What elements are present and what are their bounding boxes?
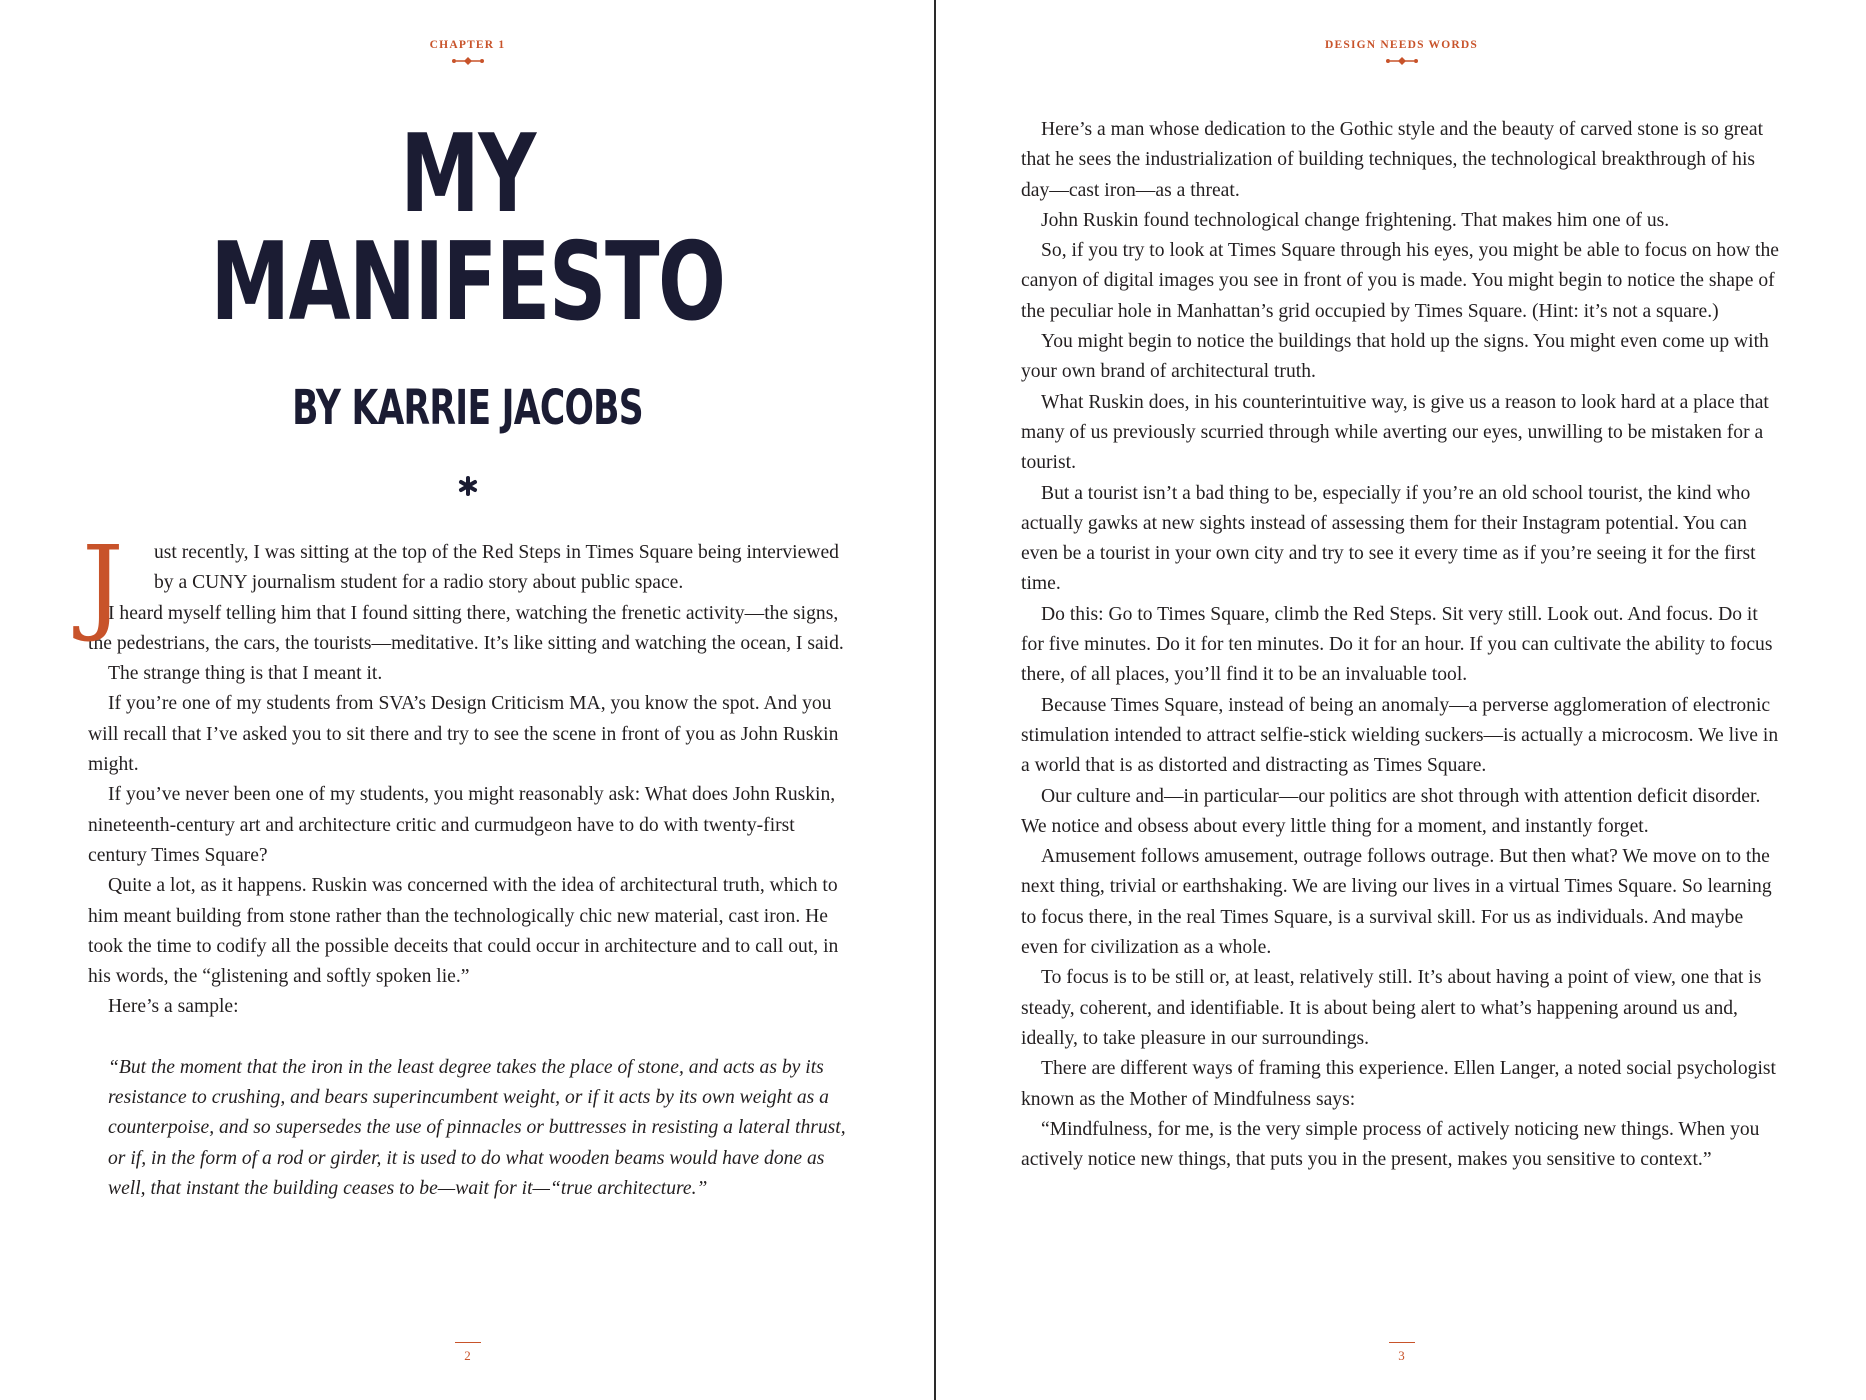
left-body-text [82,523,848,1204]
body-paragraph: Do this: Go to Times Square, climb the Red Steps. Sit very still. Look out. And focus. Do it for five minutes. Do it for ten minutes. Do it for an hour. If you can cultivate the ability to focus there, of all places, you’ll find it to be an invaluable tool. [1021,603,1773,686]
body-paragraph: Here’s a sample: [108,996,239,1018]
body-paragraph: Because Times Square, instead of being an anomaly—a perverse agglomeration of electronic stimulation intended to attract selfie-stick wielding suckers—is actually a microcosm. We live in a world that is as distorted and distracting as Times Square. [1021,694,1779,777]
page-number: 3 [1398,1348,1405,1363]
body-paragraph: To focus is to be still or, at least, relatively still. It’s about having a point of view, one that is steady, coherent, and identifiable. It is about being alert to what’s happening around us and, ideally, to take pleasure in our surroundings. [1021,967,1762,1049]
running-head-chapter: CHAPTER 1 [429,39,506,51]
body-paragraph: But a tourist isn’t a bad thing to be, especially if you’re an old school tourist, the kind who actually gawks at new sights instead of assessing them for their Instagram potential. You can even be a tourist in your own city and try to see it every time as if you’re seeing it for the first time. [1021,482,1756,595]
body-paragraph: So, if you try to look at Times Square through his eyes, you might be able to focus on how the canyon of digital images you see in front of you is made. You might begin to notice the shape of the peculiar hole in Manhattan’s grid occupied by Times Square. (Hint: it’s not a square.) [1021,240,1779,322]
chapter-title-line-2: MANIFESTO [210,220,725,345]
lead-paragraph-text: ust recently, I was sitting at the top of the Red Steps in Times Square being interviewed by a CUNY journalism student for a radio story about public space. [154,542,839,594]
drop-cap: J [82,523,124,645]
body-paragraph: Quite a lot, as it happens. Ruskin was concerned with the idea of architectural truth, which to him meant building from stone rather than the technologically chic new material, cast iron. He took the time to codify all the possible deceits that could occur in architecture and to call out, in his words, the “glistening and softly spoken lie.” [88,875,839,988]
page-number-rule [1389,1342,1415,1343]
body-paragraph: “Mindfulness, for me, is the very simple process of actively noticing new things. When you actively notice new things, that puts you in the present, makes you sensitive to context.” [1021,1118,1760,1171]
ornament-icon [937,56,1866,66]
body-paragraph: Here’s a man whose dedication to the Gothic style and the beauty of carved stone is so great that he sees the industrialization of building techniques, the technological breakthrough of his day—cast iron—as a threat. [1021,119,1764,201]
block-quote: “But the moment that the iron in the least degree takes the place of stone, and acts as by its resistance to crushing, and bears superincumbent weight, or if it acts by its own weight as a counterpoise, and so supersedes the use of pinnacles or buttresses in resisting a lateral thrust, or if, in the form of a rod or girder, it is used to do what wooden beams would have done as well, that instant the building ceases to be—wait for it—“true architecture.” [108,1056,846,1199]
page-number-rule [455,1342,481,1343]
page-number: 2 [464,1348,471,1363]
body-paragraph: If you’re one of my students from SVA’s Design Criticism MA, you know the spot. And you will recall that I’ve asked you to sit there and try to see the scene in front of you as John Ruskin might. [88,693,839,776]
body-paragraph: Amusement follows amusement, outrage follows outrage. But then what? We move on to the next thing, trivial or earthshaking. We are living our lives in a virtual Times Square. So learning to focus there, in the real Times Square, is a survival skill. For us as individuals. And maybe even for civilization as a whole. [1021,846,1772,959]
body-paragraph: What Ruskin does, in his counterintuitive way, is give us a reason to look hard at a place that many of us previously scurried through while averting our eyes, unwilling to be mistaken for a tourist. [1021,391,1769,474]
body-paragraph: There are different ways of framing this experience. Ellen Langer, a noted social psychologist known as the Mother of Mindfulness says: [1021,1058,1776,1110]
chapter-title-line-1: MY [400,112,535,237]
body-paragraph: The strange thing is that I meant it. [108,663,383,685]
body-paragraph: John Ruskin found technological change frightening. That makes him one of us. [1041,209,1670,231]
author-byline: BY KARRIE JACOBS [292,380,643,436]
body-paragraph: Our culture and—in particular—our politics are shot through with attention deficit disorder. We notice and obsess about every little thing for a moment, and instantly forget. [1021,785,1761,837]
running-head-book-title: DESIGN NEEDS WORDS [1324,39,1479,51]
ornament-icon [0,56,935,66]
body-paragraph: I heard myself telling him that I found sitting there, watching the frenetic activity—the signs, the pedestrians, the cars, the tourists—meditative. It’s like sitting and watching the ocean, I said. [88,602,844,654]
body-paragraph: You might begin to notice the buildings that hold up the signs. You might even come up with your own brand of architectural truth. [1021,331,1769,383]
right-page [937,0,1866,1400]
gutter-divider [934,0,936,1400]
asterisk-icon [0,476,935,496]
right-body-text [1021,115,1781,1175]
body-paragraph: If you’ve never been one of my students, you might reasonably ask: What does John Ruskin, nineteenth-century art and architecture critic and curmudgeon have to do with twenty-first century Times Square? [88,784,836,866]
